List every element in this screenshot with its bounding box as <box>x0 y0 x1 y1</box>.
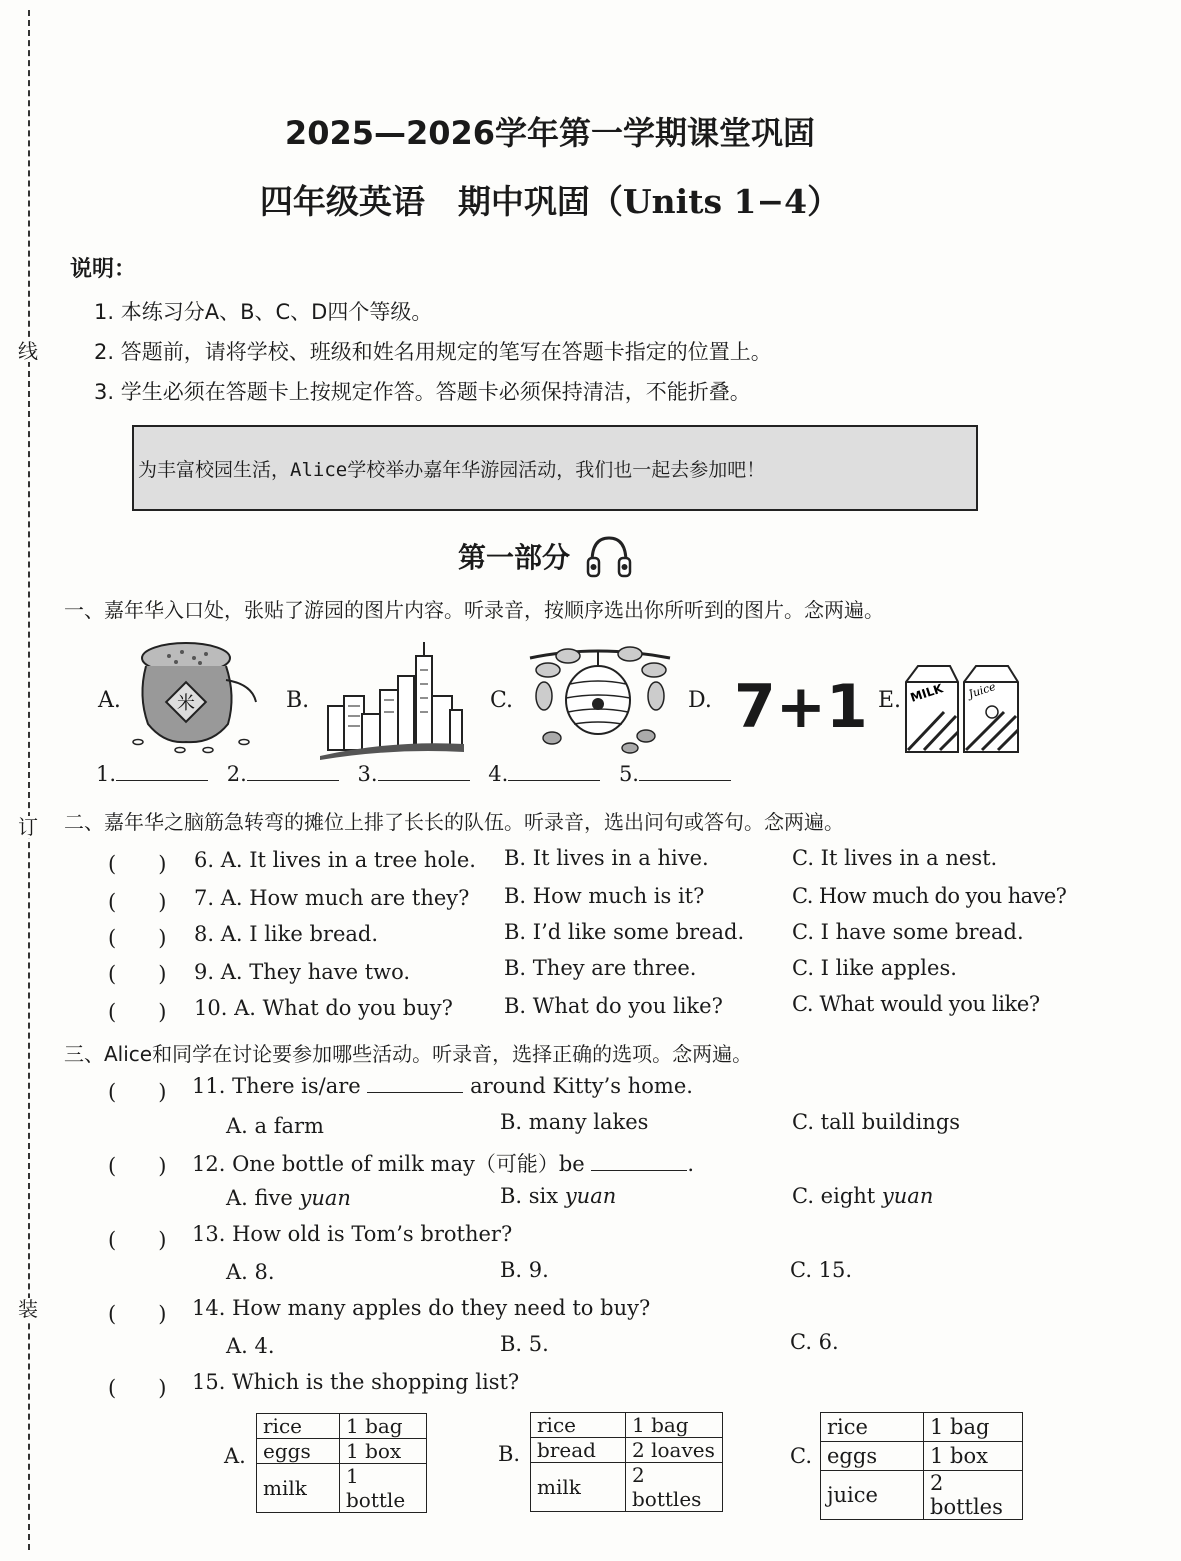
intro-banner <box>132 425 978 511</box>
option-a: 8. A. I like bread. <box>194 922 379 946</box>
answer-paren[interactable]: ( ) <box>108 1302 167 1326</box>
table-cell: 2 bottles <box>626 1463 723 1512</box>
note-item: 2. 答题前，请将学校、班级和姓名用规定的笔写在答题卡指定的位置上。 <box>94 340 772 364</box>
milk-carton-label: MILK <box>908 681 945 705</box>
binding-char-order: 订 <box>18 815 38 839</box>
table-row <box>257 1414 427 1439</box>
option-a: A. 8. <box>226 1260 275 1284</box>
rice-bag-label: 米 <box>177 693 195 714</box>
page-title: 2025—2026学年第一学期课堂巩固 <box>284 114 816 152</box>
table-cell: 1 box <box>924 1442 1023 1471</box>
option-b: B. I’d like some bread. <box>504 920 745 944</box>
table-cell: 2 bottles <box>924 1471 1023 1520</box>
question-stem: 15. Which is the shopping list? <box>192 1370 520 1394</box>
list-letter-c: C. <box>790 1444 812 1468</box>
headphones-icon <box>584 532 634 582</box>
binding-char-bind: 装 <box>18 1297 38 1321</box>
table-cell: 1 bag <box>626 1413 723 1438</box>
shopping-list-a <box>256 1413 427 1513</box>
table-row <box>257 1464 427 1513</box>
stem-text: 12. One bottle of milk may（可能）be <box>192 1152 585 1176</box>
fill-blank[interactable] <box>591 1154 687 1171</box>
question-stem <box>192 1148 694 1178</box>
option-a <box>226 1186 351 1210</box>
option-c: C. How much do you have? <box>792 884 1067 908</box>
shopping-list-b <box>530 1412 723 1512</box>
note-item: 1. 本练习分A、B、C、D四个等级。 <box>94 300 433 324</box>
picture-letter-c: C. <box>490 688 514 713</box>
table-row <box>531 1413 723 1438</box>
table-cell: juice <box>821 1471 924 1520</box>
table-row <box>531 1438 723 1463</box>
option-c: C. I have some bread. <box>792 920 1024 944</box>
option-c: C. It lives in a nest. <box>792 846 998 870</box>
table-cell: eggs <box>821 1442 924 1471</box>
table-row <box>821 1442 1023 1471</box>
stem-text: around Kitty’s home. <box>470 1074 693 1098</box>
table-cell: rice <box>821 1413 924 1442</box>
blank-label: 2. <box>226 762 247 786</box>
option-b: B. What do you like? <box>504 994 723 1018</box>
option-c <box>792 1184 933 1208</box>
option-a: 9. A. They have two. <box>194 960 411 984</box>
option-text: B. six <box>500 1184 559 1208</box>
option-a: 6. A. It lives in a tree hole. <box>194 848 476 872</box>
table-cell: eggs <box>257 1439 340 1464</box>
option-a: A. a farm <box>226 1114 324 1138</box>
math-expression: 7+1 <box>734 672 868 742</box>
option-b <box>500 1184 616 1208</box>
option-b: B. It lives in a hive. <box>504 846 709 870</box>
fill-blank[interactable] <box>367 1076 463 1093</box>
stem-text: . <box>687 1152 695 1176</box>
blank-label: 5. <box>618 762 639 786</box>
option-c: C. tall buildings <box>792 1110 961 1134</box>
section1-instruction: 一、嘉年华入口处，张贴了游园的图片内容。听录音，按顺序选出你所听到的图片。念两遍。 <box>64 598 884 622</box>
city-buildings-icon <box>318 640 466 760</box>
answer-blanks <box>96 762 743 786</box>
table-cell: 2 loaves <box>626 1438 723 1463</box>
table-cell: bread <box>531 1438 626 1463</box>
blank-label: 3. <box>357 762 378 786</box>
list-letter-a: A. <box>224 1444 246 1468</box>
blank-label: 1. <box>96 762 117 786</box>
answer-paren[interactable]: ( ) <box>108 962 167 986</box>
blank-label: 4. <box>488 762 509 786</box>
intro-banner-text: 为丰富校园生活，Alice学校举办嘉年华游园活动，我们也一起去参加吧！ <box>138 458 766 481</box>
question-stem: 14. How many apples do they need to buy? <box>192 1296 651 1320</box>
option-c: C. 15. <box>790 1258 853 1282</box>
option-b: B. How much is it? <box>504 884 705 908</box>
answer-paren[interactable]: ( ) <box>108 1154 167 1178</box>
picture-letter-b: B. <box>286 688 310 713</box>
table-cell: 1 box <box>340 1439 427 1464</box>
shopping-list-c <box>820 1412 1023 1520</box>
rice-bag-icon <box>124 636 264 754</box>
notes-heading: 说明： <box>70 257 137 282</box>
answer-paren[interactable]: ( ) <box>108 1376 167 1400</box>
answer-paren[interactable]: ( ) <box>108 1228 167 1252</box>
option-a: 10. A. What do you buy? <box>194 996 453 1020</box>
unit-text: yuan <box>881 1184 934 1208</box>
answer-blank[interactable] <box>508 762 600 781</box>
table-cell: milk <box>531 1463 626 1512</box>
answer-paren[interactable]: ( ) <box>108 1080 167 1104</box>
option-b: B. many lakes <box>500 1110 649 1134</box>
juice-carton-label: Juice <box>966 679 998 701</box>
question-stem <box>192 1074 693 1098</box>
table-cell: 1 bag <box>924 1413 1023 1442</box>
question-stem: 13. How old is Tom’s brother? <box>192 1222 513 1246</box>
picture-letter-e: E. <box>878 688 902 713</box>
table-cell: 1 bottle <box>340 1464 427 1513</box>
unit-text: yuan <box>299 1186 351 1210</box>
picture-letter-a: A. <box>98 688 121 713</box>
answer-paren[interactable]: ( ) <box>108 926 167 950</box>
table-cell: rice <box>257 1414 340 1439</box>
list-letter-b: B. <box>498 1442 521 1466</box>
section2-instruction: 二、嘉年华之脑筋急转弯的摊位上排了长长的队伍。听录音，选出问句或答句。念两遍。 <box>64 810 844 834</box>
part-title: 第一部分 <box>458 541 571 574</box>
table-row <box>821 1413 1023 1442</box>
table-row <box>531 1463 723 1512</box>
unit-text: yuan <box>564 1184 617 1208</box>
option-text: A. five <box>226 1186 293 1210</box>
option-c: C. What would you like? <box>792 992 1040 1016</box>
section3-instruction: 三、Alice和同学在讨论要参加哪些活动。听录音，选择正确的选项。念两遍。 <box>64 1042 753 1066</box>
note-item: 3. 学生必须在答题卡上按规定作答。答题卡必须保持清洁，不能折叠。 <box>94 380 751 404</box>
table-row <box>821 1471 1023 1520</box>
binding-char-line: 线 <box>18 339 38 363</box>
answer-blank[interactable] <box>639 762 731 781</box>
table-cell: rice <box>531 1413 626 1438</box>
picture-letter-d: D. <box>688 688 712 713</box>
table-cell: 1 bag <box>340 1414 427 1439</box>
option-a: 7. A. How much are they? <box>194 886 470 910</box>
option-a: A. 4. <box>226 1334 275 1358</box>
option-b: B. 9. <box>500 1258 549 1282</box>
answer-paren[interactable]: ( ) <box>108 852 167 876</box>
answer-blank[interactable] <box>247 762 339 781</box>
option-c: C. 6. <box>790 1330 839 1354</box>
option-text: C. eight <box>792 1184 876 1208</box>
option-b: B. They are three. <box>504 956 697 980</box>
milk-juice-cartons-icon <box>904 660 1022 756</box>
stem-text: 11. There is/are <box>192 1074 361 1098</box>
answer-blank[interactable] <box>116 762 208 781</box>
answer-paren[interactable]: ( ) <box>108 890 167 914</box>
answer-blank[interactable] <box>378 762 470 781</box>
page-subtitle: 四年级英语 期中巩固（Units 1−4） <box>259 182 841 221</box>
beehive-icon <box>526 644 672 756</box>
option-b: B. 5. <box>500 1332 549 1356</box>
table-row <box>257 1439 427 1464</box>
answer-paren[interactable]: ( ) <box>108 1000 167 1024</box>
table-cell: milk <box>257 1464 340 1513</box>
option-c: C. I like apples. <box>792 956 957 980</box>
